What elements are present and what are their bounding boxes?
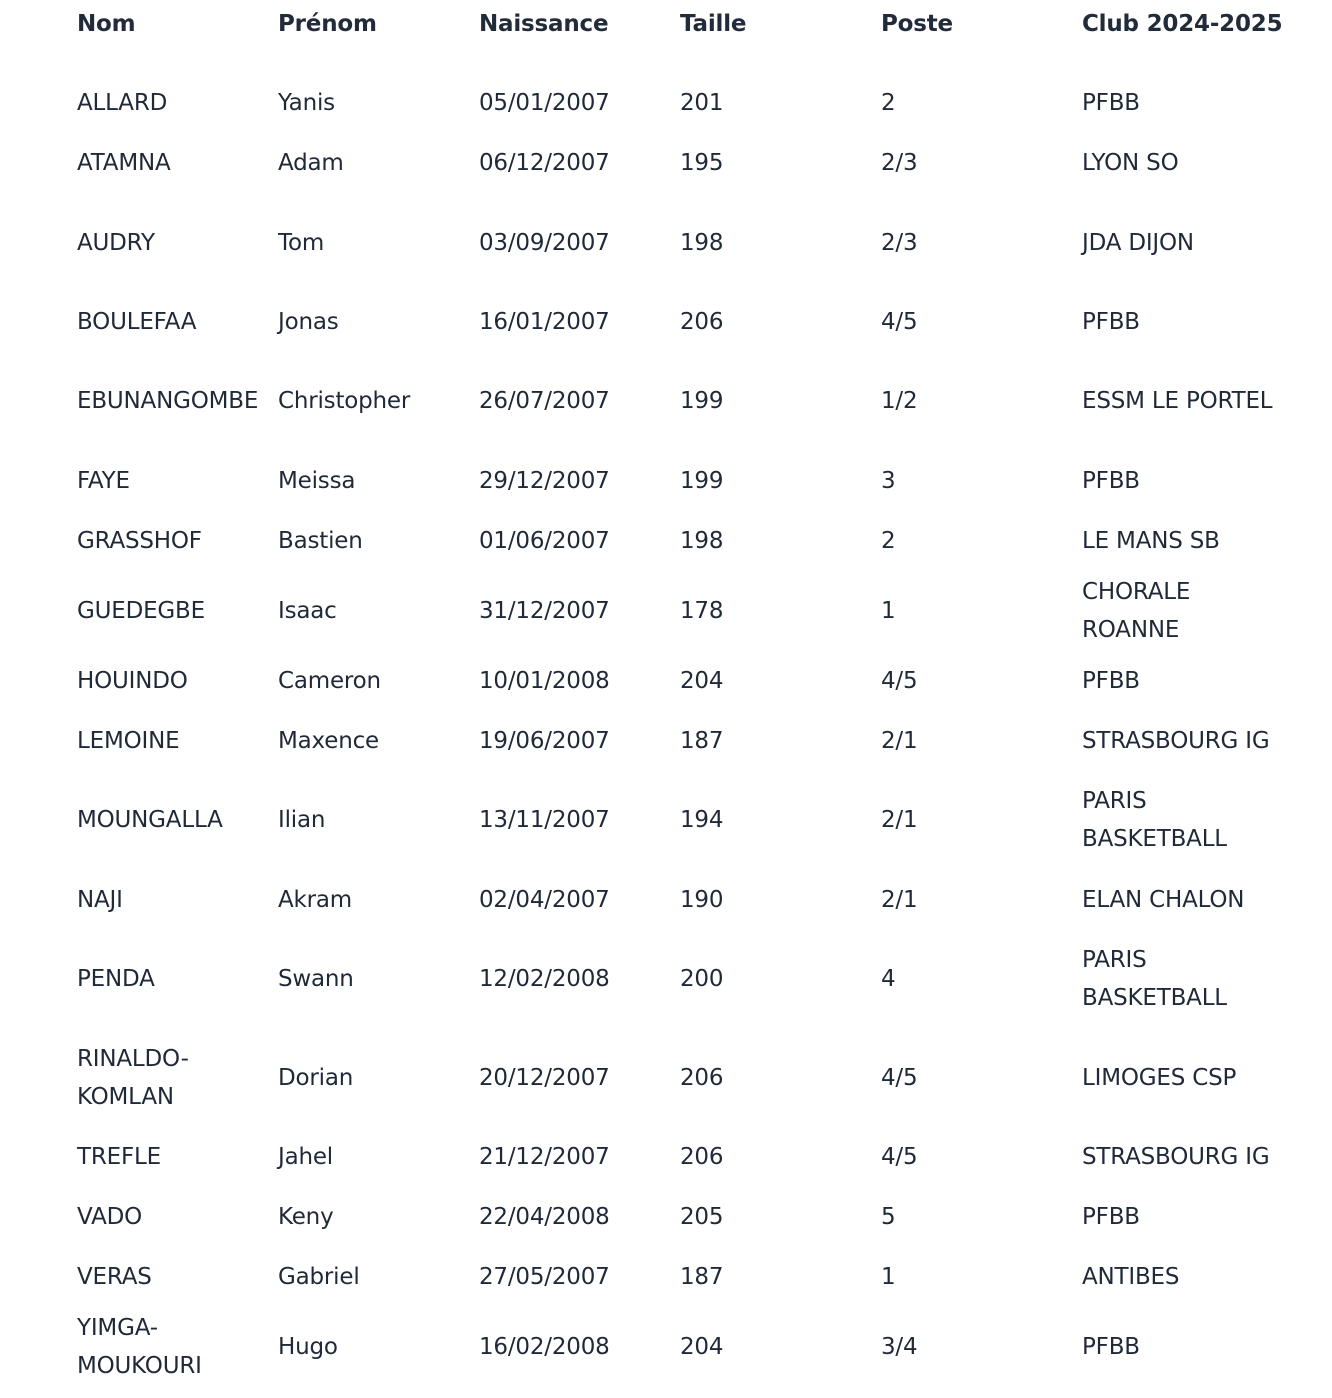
cell-club: PFBB bbox=[1082, 668, 1140, 694]
column-header-club: Club 2024-2025 bbox=[1082, 11, 1283, 37]
table-row bbox=[0, 1309, 1332, 1385]
cell-nom: TREFLE bbox=[77, 1144, 161, 1170]
cell-nom: HOUINDO bbox=[77, 668, 188, 694]
cell-nom: BOULEFAA bbox=[77, 309, 197, 335]
cell-prenom: Gabriel bbox=[278, 1264, 360, 1290]
cell-poste: 2/3 bbox=[881, 230, 918, 256]
cell-nom: VERAS bbox=[77, 1264, 152, 1290]
column-header-nom: Nom bbox=[77, 11, 136, 37]
cell-nom: GRASSHOF bbox=[77, 528, 202, 554]
cell-taille: 198 bbox=[680, 528, 724, 554]
table-row bbox=[0, 84, 1332, 122]
cell-taille: 206 bbox=[680, 1144, 724, 1170]
cell-club: STRASBOURG IG bbox=[1082, 1144, 1270, 1170]
table-row bbox=[0, 881, 1332, 919]
cell-naissance: 19/06/2007 bbox=[479, 728, 610, 754]
cell-taille: 199 bbox=[680, 468, 724, 494]
cell-club: LE MANS SB bbox=[1082, 528, 1220, 554]
cell-taille: 205 bbox=[680, 1204, 724, 1230]
cell-prenom: Jahel bbox=[278, 1144, 333, 1170]
cell-taille: 187 bbox=[680, 1264, 724, 1290]
cell-prenom: Hugo bbox=[278, 1334, 338, 1360]
cell-club: ANTIBES bbox=[1082, 1264, 1180, 1290]
cell-prenom: Bastien bbox=[278, 528, 363, 554]
cell-taille: 206 bbox=[680, 309, 724, 335]
column-header-naissance: Naissance bbox=[479, 11, 609, 37]
cell-club: PARIS BASKETBALL bbox=[1082, 788, 1227, 852]
table-row bbox=[0, 573, 1332, 649]
cell-poste: 2/3 bbox=[881, 150, 918, 176]
table-row bbox=[0, 941, 1332, 1017]
cell-taille: 187 bbox=[680, 728, 724, 754]
cell-prenom: Christopher bbox=[278, 388, 411, 414]
cell-naissance: 16/01/2007 bbox=[479, 309, 610, 335]
cell-naissance: 12/02/2008 bbox=[479, 966, 610, 992]
cell-nom: LEMOINE bbox=[77, 728, 180, 754]
cell-poste: 2 bbox=[881, 90, 896, 116]
cell-prenom: Jonas bbox=[278, 309, 339, 335]
cell-poste: 1/2 bbox=[881, 388, 918, 414]
cell-club: JDA DIJON bbox=[1082, 230, 1194, 256]
table-row bbox=[0, 1258, 1332, 1296]
cell-club: PFBB bbox=[1082, 90, 1140, 116]
cell-naissance: 22/04/2008 bbox=[479, 1204, 610, 1230]
table-row bbox=[0, 224, 1332, 262]
cell-club: LIMOGES CSP bbox=[1082, 1065, 1237, 1091]
table-row bbox=[0, 522, 1332, 560]
cell-poste: 4/5 bbox=[881, 1065, 918, 1091]
cell-nom: RINALDO- KOMLAN bbox=[77, 1046, 189, 1110]
cell-club: PFBB bbox=[1082, 1334, 1140, 1360]
cell-poste: 2/1 bbox=[881, 728, 918, 754]
cell-nom: MOUNGALLA bbox=[77, 807, 223, 833]
column-header-taille: Taille bbox=[680, 11, 747, 37]
cell-taille: 194 bbox=[680, 807, 724, 833]
cell-naissance: 13/11/2007 bbox=[479, 807, 610, 833]
cell-naissance: 20/12/2007 bbox=[479, 1065, 610, 1091]
cell-prenom: Adam bbox=[278, 150, 344, 176]
cell-club: PFBB bbox=[1082, 468, 1140, 494]
cell-poste: 4/5 bbox=[881, 668, 918, 694]
cell-taille: 201 bbox=[680, 90, 724, 116]
cell-naissance: 16/02/2008 bbox=[479, 1334, 610, 1360]
cell-poste: 5 bbox=[881, 1204, 896, 1230]
cell-taille: 206 bbox=[680, 1065, 724, 1091]
cell-club: LYON SO bbox=[1082, 150, 1179, 176]
cell-naissance: 01/06/2007 bbox=[479, 528, 610, 554]
cell-poste: 1 bbox=[881, 1264, 896, 1290]
cell-taille: 204 bbox=[680, 668, 724, 694]
table-row bbox=[0, 1198, 1332, 1236]
table-row bbox=[0, 382, 1332, 420]
cell-poste: 2/1 bbox=[881, 807, 918, 833]
cell-nom: AUDRY bbox=[77, 230, 155, 256]
cell-club: STRASBOURG IG bbox=[1082, 728, 1270, 754]
table-row bbox=[0, 462, 1332, 500]
cell-nom: ATAMNA bbox=[77, 150, 171, 176]
cell-naissance: 06/12/2007 bbox=[479, 150, 610, 176]
cell-naissance: 10/01/2008 bbox=[479, 668, 610, 694]
cell-prenom: Dorian bbox=[278, 1065, 354, 1091]
cell-poste: 4/5 bbox=[881, 309, 918, 335]
table-row bbox=[0, 722, 1332, 760]
cell-poste: 1 bbox=[881, 598, 896, 624]
column-header-prenom: Prénom bbox=[278, 11, 377, 37]
cell-taille: 195 bbox=[680, 150, 724, 176]
cell-prenom: Swann bbox=[278, 966, 354, 992]
cell-taille: 199 bbox=[680, 388, 724, 414]
cell-poste: 4 bbox=[881, 966, 896, 992]
cell-poste: 4/5 bbox=[881, 1144, 918, 1170]
cell-naissance: 02/04/2007 bbox=[479, 887, 610, 913]
cell-taille: 204 bbox=[680, 1334, 724, 1360]
cell-club: CHORALE ROANNE bbox=[1082, 579, 1191, 643]
table-row bbox=[0, 782, 1332, 858]
cell-nom: GUEDEGBE bbox=[77, 598, 205, 624]
cell-taille: 190 bbox=[680, 887, 724, 913]
cell-naissance: 26/07/2007 bbox=[479, 388, 610, 414]
table-row bbox=[0, 662, 1332, 700]
cell-prenom: Keny bbox=[278, 1204, 334, 1230]
cell-prenom: Isaac bbox=[278, 598, 337, 624]
cell-prenom: Tom bbox=[278, 230, 325, 256]
cell-prenom: Cameron bbox=[278, 668, 381, 694]
cell-club: PFBB bbox=[1082, 309, 1140, 335]
cell-nom: NAJI bbox=[77, 887, 123, 913]
cell-club: PFBB bbox=[1082, 1204, 1140, 1230]
cell-naissance: 31/12/2007 bbox=[479, 598, 610, 624]
cell-nom: VADO bbox=[77, 1204, 143, 1230]
cell-nom: EBUNANGOMBE bbox=[77, 388, 259, 414]
cell-taille: 178 bbox=[680, 598, 724, 624]
cell-club: ESSM LE PORTEL bbox=[1082, 388, 1273, 414]
cell-prenom: Ilian bbox=[278, 807, 326, 833]
cell-poste: 2 bbox=[881, 528, 896, 554]
cell-naissance: 05/01/2007 bbox=[479, 90, 610, 116]
cell-taille: 200 bbox=[680, 966, 724, 992]
table-header bbox=[0, 5, 1332, 43]
cell-naissance: 29/12/2007 bbox=[479, 468, 610, 494]
cell-prenom: Yanis bbox=[278, 90, 335, 116]
table-row bbox=[0, 1040, 1332, 1116]
cell-club: ELAN CHALON bbox=[1082, 887, 1245, 913]
cell-club: PARIS BASKETBALL bbox=[1082, 947, 1227, 1011]
cell-nom: YIMGA- MOUKOURI bbox=[77, 1315, 202, 1379]
cell-taille: 198 bbox=[680, 230, 724, 256]
cell-prenom: Meissa bbox=[278, 468, 356, 494]
cell-nom: ALLARD bbox=[77, 90, 168, 116]
cell-poste: 3 bbox=[881, 468, 896, 494]
cell-naissance: 27/05/2007 bbox=[479, 1264, 610, 1290]
cell-naissance: 21/12/2007 bbox=[479, 1144, 610, 1170]
cell-poste: 3/4 bbox=[881, 1334, 918, 1360]
table-row bbox=[0, 1138, 1332, 1176]
cell-poste: 2/1 bbox=[881, 887, 918, 913]
cell-prenom: Maxence bbox=[278, 728, 379, 754]
cell-nom: PENDA bbox=[77, 966, 155, 992]
table-row bbox=[0, 303, 1332, 341]
table-row bbox=[0, 144, 1332, 182]
column-header-poste: Poste bbox=[881, 11, 953, 37]
cell-naissance: 03/09/2007 bbox=[479, 230, 610, 256]
cell-prenom: Akram bbox=[278, 887, 353, 913]
cell-nom: FAYE bbox=[77, 468, 130, 494]
